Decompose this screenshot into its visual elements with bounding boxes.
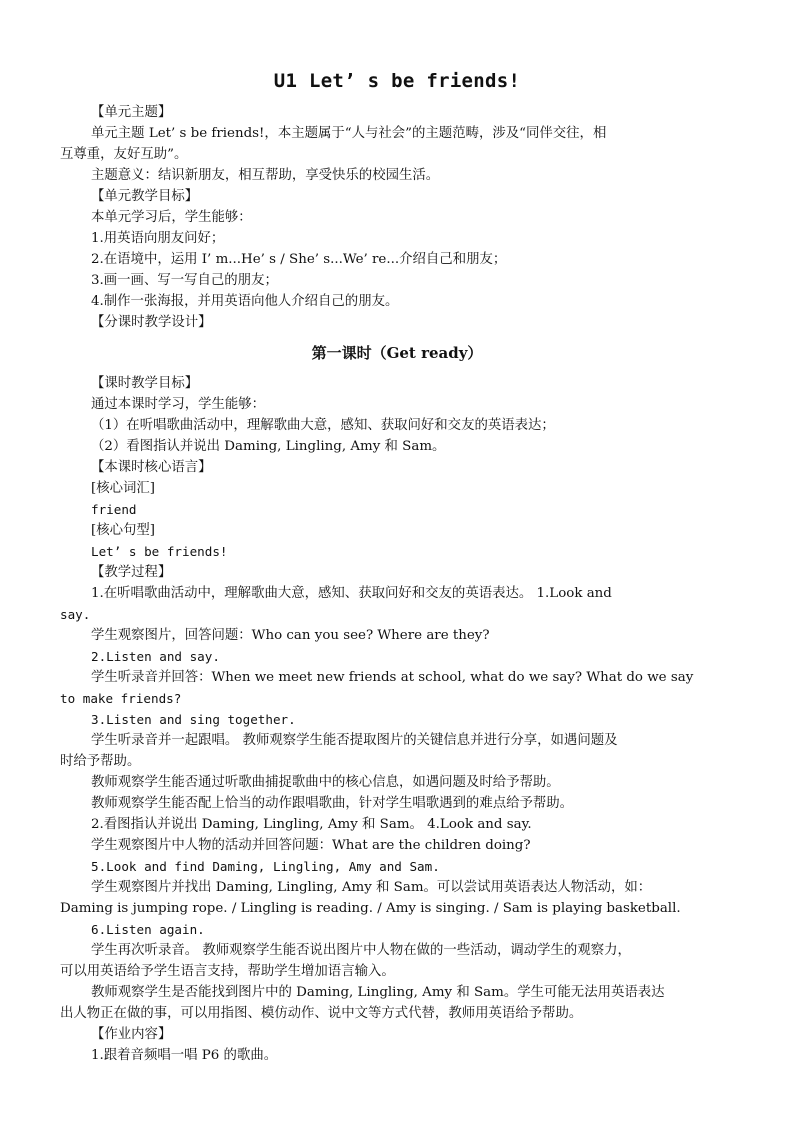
lesson-goals-intro: 通过本课时学习，学生能够： bbox=[91, 397, 266, 412]
process-line: 学生听录音并回答：When we meet new friends at school, what do we say? What do we say bbox=[91, 670, 694, 685]
section-heading-core-language: 【本课时核心语言】 bbox=[91, 460, 212, 475]
unit-goal-item: 4.制作一张海报，并用英语向他人介绍自己的朋友。 bbox=[91, 294, 399, 309]
process-line: 教师观察学生能否通过听歌曲捕捉歌曲中的核心信息，如遇问题及时给予帮助。 bbox=[91, 775, 560, 790]
homework-item: 1.跟着音频唱一唱 P6 的歌曲。 bbox=[91, 1048, 278, 1063]
section-heading-unit-theme: 【单元主题】 bbox=[91, 105, 172, 120]
unit-goals-intro: 本单元学习后，学生能够： bbox=[91, 210, 252, 225]
process-line: 学生听录音并一起跟唱。 教师观察学生能否提取图片的关键信息并进行分享，如遇问题及 bbox=[91, 733, 618, 748]
core-words-label: [核心词汇] bbox=[91, 481, 156, 496]
core-sentences: Let’ s be friends! bbox=[91, 544, 228, 559]
lesson-goal-item: （1）在听唱歌曲活动中，理解歌曲大意，感知、获取问好和交友的英语表达； bbox=[91, 418, 555, 433]
lesson-title: 第一课时（Get ready） bbox=[311, 344, 483, 362]
section-heading-lesson-goals: 【课时教学目标】 bbox=[91, 376, 199, 391]
core-sentences-label: [核心句型] bbox=[91, 523, 156, 538]
process-line: 教师观察学生能否配上恰当的动作跟唱歌曲，针对学生唱歌遇到的难点给予帮助。 bbox=[91, 796, 574, 811]
unit-goal-item: 2.在语境中，运用 I’ m...He’ s / She’ s...We’ re...介绍自己和朋友； bbox=[91, 252, 507, 267]
process-line: say. bbox=[60, 607, 91, 622]
process-line: 学生再次听录音。 教师观察学生能否说出图片中人物在做的一些活动，调动学生的观察力， bbox=[91, 943, 631, 958]
process-line: 2.看图指认并说出 Daming, Lingling, Amy 和 Sam。 4.Look and say. bbox=[91, 817, 532, 832]
unit-goal-item: 3.画一画、写一写自己的朋友； bbox=[91, 273, 278, 288]
process-line: 6.Listen again. bbox=[91, 922, 205, 937]
lesson-goal-item: （2）看图指认并说出 Daming, Lingling, Amy 和 Sam。 bbox=[91, 439, 446, 454]
section-heading-lesson-design: 【分课时教学设计】 bbox=[91, 315, 212, 330]
section-heading-homework: 【作业内容】 bbox=[91, 1027, 172, 1042]
process-line: Daming is jumping rope. / Lingling is reading. / Amy is singing. / Sam is playing basketball. bbox=[60, 901, 681, 916]
process-line: 出人物正在做的事，可以用指图、模仿动作、说中文等方式代替，教师用英语给予帮助。 bbox=[60, 1006, 583, 1021]
unit-goal-item: 1.用英语向朋友问好； bbox=[91, 231, 225, 246]
core-words: friend bbox=[91, 502, 137, 517]
process-line: 2.Listen and say. bbox=[91, 649, 220, 664]
process-line: 学生观察图片并找出 Daming, Lingling, Amy 和 Sam。可以尝试用英语表达人物活动，如： bbox=[91, 880, 652, 895]
unit-theme-meaning: 主题意义：结识新朋友，相互帮助，享受快乐的校园生活。 bbox=[91, 168, 440, 183]
section-heading-process: 【教学过程】 bbox=[91, 565, 172, 580]
process-line: 3.Listen and sing together. bbox=[91, 712, 296, 727]
process-line: 教师观察学生是否能找到图片中的 Daming, Lingling, Amy 和 Sam。学生可能无法用英语表达 bbox=[91, 985, 665, 1000]
unit-theme-paragraph-line2: 互尊重，友好互助”。 bbox=[60, 147, 188, 162]
process-line: 学生观察图片，回答问题：Who can you see? Where are they? bbox=[91, 628, 490, 643]
process-line: 可以用英语给予学生语言支持，帮助学生增加语言输入。 bbox=[60, 964, 395, 979]
process-line: 学生观察图片中人物的活动并回答问题：What are the children doing? bbox=[91, 838, 531, 853]
section-heading-unit-goals: 【单元教学目标】 bbox=[91, 189, 199, 204]
process-line: 5.Look and find Daming, Lingling, Amy and Sam. bbox=[91, 859, 440, 874]
unit-theme-paragraph-line1: 单元主题 Let’ s be friends!，本主题属于“人与社会”的主题范畴，涉及“同伴交往，相 bbox=[91, 126, 607, 141]
process-line: 1.在听唱歌曲活动中，理解歌曲大意，感知、获取问好和交友的英语表达。 1.Look and bbox=[91, 586, 612, 601]
process-line: to make friends? bbox=[60, 691, 182, 706]
document-title: U1 Let’ s be friends! bbox=[273, 70, 521, 92]
process-line: 时给予帮助。 bbox=[60, 754, 141, 769]
